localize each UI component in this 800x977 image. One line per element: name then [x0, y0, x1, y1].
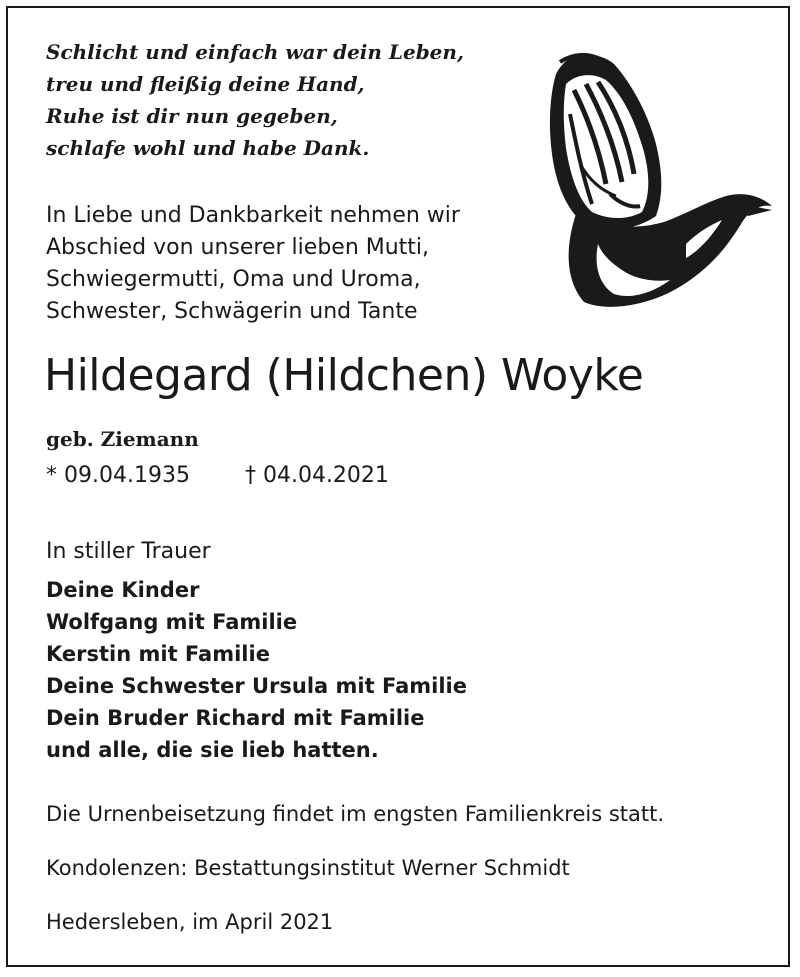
mourner-line: Wolfgang mit Familie [46, 610, 298, 634]
intro-line: Schwiegermutti, Oma und Uroma, [46, 267, 421, 292]
mourner-line: Kerstin mit Familie [46, 642, 270, 666]
obituary-notice [6, 6, 790, 967]
poem-line: treu und fleißig deine Hand, [46, 72, 365, 96]
condolence-note: Kondolenzen: Bestattungsinstitut Werner Schmidt [46, 856, 570, 880]
life-dates [46, 460, 389, 492]
burial-note: Die Urnenbeisetzung findet im engsten Familienkreis statt. [46, 802, 665, 826]
death-date: † 04.04.2021 [244, 463, 389, 488]
mourner-line: und alle, die sie lieb hatten. [46, 738, 379, 762]
deceased-name: Hildegard (Hildchen) Woyke [44, 350, 644, 401]
intro-line: Schwester, Schwägerin und Tante [46, 299, 418, 324]
mourner-line: Deine Kinder [46, 578, 200, 602]
poem [46, 36, 464, 164]
maiden-name: geb. Ziemann [46, 427, 199, 451]
intro-line: In Liebe und Dankbarkeit nehmen wir [46, 203, 460, 228]
mourner-line: Deine Schwester Ursula mit Familie [46, 674, 467, 698]
place-date: Hedersleben, im April 2021 [46, 910, 334, 934]
poem-line: schlafe wohl und habe Dank. [46, 136, 370, 160]
intro-text [46, 200, 460, 328]
mourners-list [46, 574, 467, 766]
poem-line: Schlicht und einfach war dein Leben, [46, 40, 464, 64]
poem-line: Ruhe ist dir nun gegeben, [46, 104, 338, 128]
intro-line: Abschied von unserer lieben Mutti, [46, 235, 430, 260]
praying-hands-icon [536, 44, 772, 312]
mourner-line: Dein Bruder Richard mit Familie [46, 706, 425, 730]
birth-date: * 09.04.1935 [46, 463, 190, 488]
mourning-label: In stiller Trauer [46, 539, 211, 564]
